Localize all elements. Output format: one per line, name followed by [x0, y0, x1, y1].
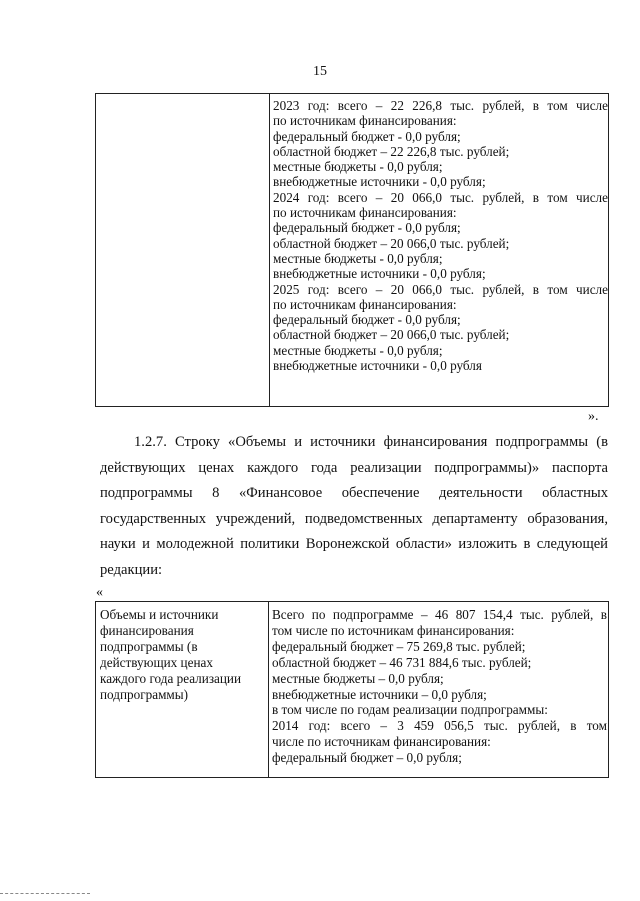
regional-budget-line: областной бюджет – 46 731 884,6 тыс. рублей;	[272, 654, 532, 670]
financing-years-cell	[273, 98, 608, 373]
extra-budget-line: внебюджетные источники - 0,0 рубля	[273, 358, 482, 374]
amendment-paragraph	[100, 430, 608, 583]
funding-sources-label: по источникам финансирования:	[273, 205, 457, 221]
local-budget-line: местные бюджеты - 0,0 рубля;	[273, 250, 443, 266]
page-bottom-rule	[0, 893, 90, 894]
row-heading-line: финансирования	[100, 623, 194, 638]
financing-table-continued	[95, 93, 609, 407]
by-years-label: в том числе по годам реализации подпрограммы:	[272, 702, 548, 718]
federal-budget-line: федеральный бюджет - 0,0 рубля;	[273, 128, 461, 144]
row-heading-cell	[100, 607, 266, 703]
federal-budget-line: федеральный бюджет – 75 269,8 тыс. рублей;	[272, 638, 526, 654]
paragraph-line: редакции:	[100, 561, 163, 578]
column-divider	[269, 94, 270, 406]
regional-budget-line: областной бюджет – 20 066,0 тыс. рублей;	[273, 235, 510, 251]
page-number: 15	[313, 64, 327, 79]
funding-sources-label: по источникам финансирования:	[273, 113, 457, 129]
row-heading-line: каждого года реализации	[100, 671, 242, 686]
year-2025-total: 2025 год: всего – 20 066,0 тыс. рублей, в том числе	[273, 281, 608, 297]
extra-budget-line: внебюджетные источники - 0,0 рубля;	[273, 266, 486, 282]
regional-budget-line: областной бюджет – 20 066,0 тыс. рублей;	[273, 327, 510, 343]
financing-totals-cell	[272, 607, 607, 766]
paragraph-line: подпрограммы 8 «Финансовое обеспечение деятельности областных	[100, 485, 608, 501]
row-heading-line: подпрограммы)	[100, 687, 189, 702]
local-budget-line: местные бюджеты - 0,0 рубля;	[273, 159, 443, 175]
column-divider	[268, 602, 269, 777]
extra-budget-line: внебюджетные источники - 0,0 рубля;	[273, 174, 486, 190]
financing-table-new	[95, 601, 609, 778]
year-2023-total: 2023 год: всего – 22 226,8 тыс. рублей, в том числе	[273, 98, 608, 113]
federal-budget-line: федеральный бюджет – 0,0 рубля;	[272, 750, 462, 766]
total-line: Всего по подпрограмме – 46 807 154,4 тыс. рублей, в	[272, 607, 607, 622]
row-heading-line: Объемы и источники	[100, 607, 219, 622]
local-budget-line: местные бюджеты – 0,0 рубля;	[272, 670, 444, 686]
funding-sources-label: числе по источникам финансирования:	[272, 734, 491, 750]
year-2024-total: 2024 год: всего – 20 066,0 тыс. рублей, в том числе	[273, 189, 608, 205]
funding-sources-label: по источникам финансирования:	[273, 296, 457, 312]
paragraph-line: государственных учреждений, подведомственных департаменту образования,	[100, 510, 608, 527]
local-budget-line: местные бюджеты - 0,0 рубля;	[273, 342, 443, 358]
row-heading-line: подпрограммы (в	[100, 639, 198, 654]
paragraph-line: действующих ценах каждого года реализации подпрограммы)» паспорта	[100, 459, 608, 476]
regional-budget-line: областной бюджет – 22 226,8 тыс. рублей;	[273, 143, 510, 159]
funding-sources-label: том числе по источникам финансирования:	[272, 622, 515, 638]
opening-quote: «	[96, 585, 103, 600]
year-2014-total: 2014 год: всего – 3 459 056,5 тыс. рублей, в том	[272, 718, 607, 734]
closing-quote: ».	[588, 409, 599, 424]
federal-budget-line: федеральный бюджет - 0,0 рубля;	[273, 312, 461, 328]
extra-budget-line: внебюджетные источники – 0,0 рубля;	[272, 686, 487, 702]
paragraph-line: науки и молодежной политики Воронежской области» изложить в следующей	[100, 536, 608, 552]
paragraph-line: 1.2.7. Строку «Объемы и источники финансирования подпрограммы (в	[134, 434, 608, 450]
federal-budget-line: федеральный бюджет - 0,0 рубля;	[273, 220, 461, 236]
row-heading-line: действующих ценах	[100, 655, 213, 670]
